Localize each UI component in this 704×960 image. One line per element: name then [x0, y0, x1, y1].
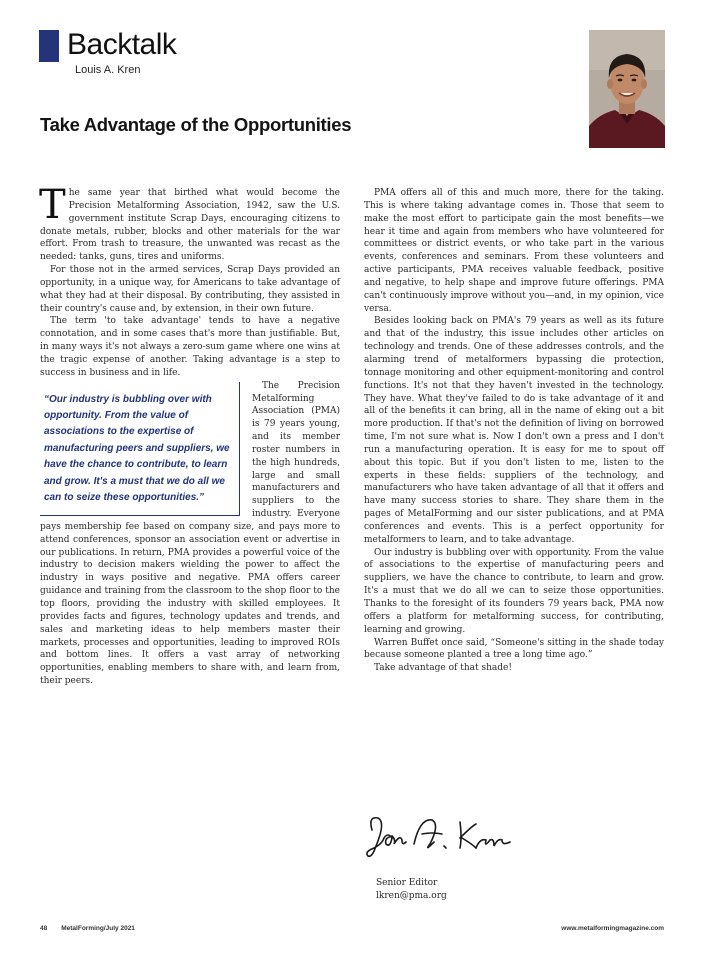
author-photo [589, 30, 665, 148]
article-column-left [39, 182, 340, 688]
article-paragraph: The Precision Metalforming Association (PMA) is 79 years young, and its member roster numbers in the high hundreds, large and small manufacturers and suppliers to the industry. Everyone pays membership fee based on company size, and pays more to attend conferences, sponsor an association event or advertise in our publications. In return, PMA provides a powerful voice of the industry to decision makers wielding the power to affect the industry in ways positive and negative. PMA offers career guidance and training from the classroom to the shop floor to the top floors, providing the industry with skilled employees. It provides facts and figures, technology updates and trends, and sales and marketing ideas to help members master their markets, processes and opportunities, leading to improved ROIs and bottom lines. It offers a vast array of networking opportunities, enabling members to share with, and learn from, their peers. [40, 380, 340, 687]
article-paragraph: Our industry is bubbling over with opportunity. From the value of associations to the expertise of manufacturing peers and suppliers, we have the chance to contribute, to learn and grow. It's a must that we do all we can to seize those opportunities. Thanks to the foresight of its founders 79 years back, PMA now offers a platform for metalforming success, for contributing, learning and growing. [364, 547, 664, 635]
article-headline: Take Advantage of the Opportunities [40, 114, 352, 135]
column-author: Louis A. Kren [75, 64, 141, 76]
website-link: www.metalformingmagazine.com [561, 925, 664, 932]
pull-quote: “Our industry is bubbling over with opportunity. From the value of associations to the expertise of manufacturing peers and suppliers, we have the chance to contribute, to learn and grow. It's a must that we do all we can to seize these opportunities.” [40, 382, 240, 516]
issue-label: MetalForming/July 2021 [61, 925, 135, 932]
article-column-right [364, 187, 664, 675]
article-paragraph: Warren Buffet once said, “Someone's sitting in the shade today because someone planted a tree a long time ago.” [364, 637, 664, 661]
author-portrait-image [589, 30, 665, 148]
handwritten-signature [360, 808, 530, 870]
section-accent-bar [39, 30, 59, 62]
article-paragraph: Take advantage of that shade! [374, 663, 512, 674]
signoff-email: lkren@pma.org [376, 891, 447, 901]
page-footer-left [40, 925, 135, 932]
paragraph-text: he same year that birthed what would become the Precision Metalforming Association, 1942, saw the U.S. government institute Scrap Days, encouraging citizens to donate metals, rubber, blocks and other materials for the war effort. From trash to treasure, the unwanted was recast as the needed: tanks, guns, tires and uniforms. [40, 188, 340, 263]
section-title: Backtalk [67, 28, 177, 61]
article-paragraph [39, 182, 340, 264]
article-paragraph: PMA offers all of this and much more, there for the taking. This is where taking advantage comes in. Those that seem to make the most effort to participate gain the most benefits—we hear it time and again from members who have volunteered for committees or district events, or who take part in the various events, conferences and seminars. From these volunteers and active participants, PMA receives valuable feedback, positive and negative, to help shape and improve future offerings. PMA can't continuously improve without you—and, in my opinion, vice versa. [364, 188, 664, 314]
drop-cap: T [39, 182, 66, 228]
article-paragraph: Besides looking back on PMA's 79 years as well as its future and that of the industry, this issue includes other articles on technology and trends. One of these addresses controls, and the alarming trend of metalformers bypassing die protection, tonnage monitoring and other equipment-monitoring and control functions. It's not that they haven't invested in the technology. They have. What they've failed to do is take advantage of it and all of the benefits it can bring, all in the name of eking out a bit more production. If that's not the definition of living on borrowed time, I'm not sure what is. Now I don't own a press and I don't run a manufacturing operation. It is easy for me to spout off about this topic. But if you don't listen to me, listen to the experts in these fields: suppliers of the technology, and manufacturers who have taken advantage of all that it offers and have many success stories to share. They share them in the pages of MetalForming and our sister publications, and at PMA conferences and events. This is a perfect opportunity for metalformers to learn, and to take advantage. [364, 316, 664, 545]
article-paragraph: For those not in the armed services, Scrap Days provided an opportunity, in a unique way, for Americans to take advantage of what they had at their disposal. By contributing, they assisted in their country's cause and, by extension, in their own future. [40, 265, 340, 314]
article-paragraph: The term 'to take advantage' tends to have a negative connotation, and in some cases that's more than justifiable. But, in many ways it's not always a zero-sum game where one wins at the tragic expense of another. Taking advantage is a step to success in business and in life. [40, 316, 340, 378]
page-number: 48 [40, 925, 48, 932]
signoff-title: Senior Editor [376, 878, 438, 888]
